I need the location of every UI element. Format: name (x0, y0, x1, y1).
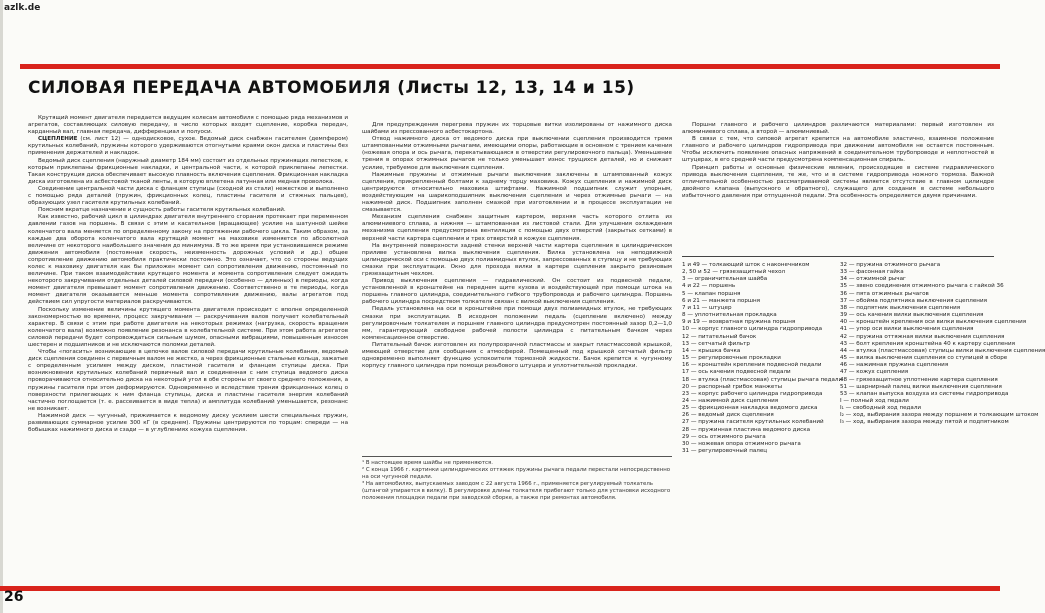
legend-item: 37 — обойма подпятника выключения сцепления (840, 297, 987, 304)
legend-item: 30 — ножевая опора отжимного рычага (682, 440, 801, 447)
legend-item: 41 — упор оси вилки выключения сцепления (840, 326, 974, 333)
legend-item: 35 — звено соединения отжимного рычага с гайкой 36 (840, 283, 1004, 290)
paragraph: Механизм сцепления снабжен защитным картером, верхняя часть которого отлита из алюминиевого сплава, а нижняя — штампованная из листовой стали. Для улучшения охлаждения механизма сцепления предусмотрена вентиляция с помощью двух отверстий (закрытых сетками) в верхней части картера сцепления и трех отверстий в кожухе сцепления. (362, 214, 672, 242)
paragraph: Нажимной диск — чугунный, прижимается к ведомому диску усилием шести специальных пружин, развивающих суммарное усилие 300 кГ (в среднем). Пружины центрируются по торцам: спереди — на бобышках нажимного диска и сзади — в углублениях кожуха сцепления. (28, 412, 348, 434)
paragraph: Поршни главного и рабочего цилиндров различаются материалами: первый изготовлен из алюминиевого сплава, а второй — алюминиевый. (682, 122, 994, 136)
legend-item: 25 — фрикционная накладка ведомого диска (682, 405, 818, 412)
legend-item: I₃ — ход, выбирания зазора между пятой и подпятником (840, 419, 1009, 426)
legend-list-left (682, 262, 843, 455)
legend-item: 45 — вилка выключения сцепления со ступицей в сборе (840, 355, 1008, 362)
paragraph: Питательный бачок изготовлен из полупрозрачной пластмассы и закрыт пластмассовой крышкой, имеющей отверстие для сообщения с атмосферой. Помещенный под крышкой сетчатый фильтр одновременно выполняет функцию успокоителя тормозной жидкости. Бачок крепится к чугунному корпусу главного цилиндра при помощи резьбового штуцера и уплотнительной прокладки. (362, 341, 672, 370)
paragraph: Как известно, рабочий цикл в цилиндрах двигателя внутреннего сгорания протекает при переменном давлении газов на поршень. В связи с этим и касательное (вращающее) усилие на шатунной шейке коленчатого вала меняется по определенному закону на протяжении рабочего цикла. Таким образом, за каждые два оборота коленчатого вала крутящий момент на маховике изменяется по абсолютной величине от некоторого наибольшего значения до минимума. В то же время при установившемся режиме движения автомобиля (постоянная скорость, неизменность дорожных условий и др.) общее сопротивление движению автомобиля практически постоянно. Это означает, что со стороны ведущих колес к маховику двигателя как бы приложен момент сил сопротивления движению, постоянный по величине. При таком взаимодействии крутящего момента и момента сопротивления следует ожидать некоторого закручивания отдельных деталей силовой передачи (особенно — длинных) в периоды, когда момент двигателя превышает момент сопротивления движению. Соответственно в те периоды, когда момент двигателя оказывается меньше момента сопротивления движению, валы агрегатов под действием сил упругости материалов раскручиваются. (28, 214, 348, 306)
legend-item: 27 — пружина гасителя крутильных колебаний (682, 419, 824, 426)
text-column-3 (682, 122, 994, 239)
legend-item: 44 — втулка (пластмассовая) ступицы вилки выключения сцепления (840, 347, 1045, 354)
legend-item: 18 — втулка (пластмассовая) ступицы рычага педали (682, 376, 843, 383)
legend-item: 13 — сетчатый фильтр (682, 340, 750, 347)
page-number: 26 (4, 589, 24, 605)
paragraph: Чтобы «погасить» возникающие в цепочке валов силовой передачи крутильные колебания, ведомый диск сцепления соединен с первичным валом не жестко, а через фрикционные стальные кольца, зажатые с определенным усилием между диском, пластиной гасителя и фланцем ступицы диска. При возникновении крутильных колебаний первичный вал и соединенная с ним ступица ведомого диска проворачиваются относительно диска на некоторый угол в обе стороны от своего среднего положения, а пружины гасителя при этом деформируются. Одновременно и вследствие трения фрикционных колец о поверхности прилегающих к ним фланца ступицы, диска и пластины гасителя энергия колебаний частично поглощается (т. е. рассеивается в виде тепла) и амплитуда колебаний уменьшается, резонанс не возникает. (28, 349, 348, 412)
section-heading-clutch: СЦЕПЛЕНИЕ (38, 136, 78, 143)
paragraph: Педаль установлена на оси в кронштейне при помощи двух полиамидных втулок, не требующих смазки при эксплуатации. В исходном положении педаль (сцепление включено) между регулировочным толкателем и поршнем главного цилиндра предусмотрен постоянный зазор 0,2—1,0 мм, гарантирующий свободное рабочей полости цилиндра с питательным бачком через компенсационное отверстие. (362, 306, 672, 341)
legend-item: I — полный ход педали (840, 397, 909, 404)
legend-item: 6 и 21 — манжета поршня (682, 297, 761, 304)
legend-item: 3 — ограничительная шайба (682, 276, 768, 283)
paragraph: Поясним вкратце назначение и сущность работы гасителя крутильных колебаний. (38, 207, 286, 214)
site-watermark: azlk.de (4, 3, 41, 13)
legend-item: 39 — ось качения вилки выключения сцепления (840, 312, 984, 319)
legend-item: 32 — пружина отжимного рычага (840, 262, 941, 268)
footnotes (362, 456, 672, 501)
page-title: СИЛОВАЯ ПЕРЕДАЧА АВТОМОБИЛЯ (Листы 12, 13, 14 и 15) (28, 78, 635, 98)
paragraph: Ведомый диск сцепления (наружный диаметр 184 мм) состоит из отдельных пружинящих лепестков, к которым приклепаны фрикционные накладки, и центральной части, к которой приклепаны лепестки. Такая конструкция диска обеспечивает высокую плавность включения сцепления. Фрикционная накладка диска изготовлена из асбестовой тканой ленты, в которую вплетена латунная или медная проволока. (28, 157, 348, 185)
legend-item: 38 — подпятник выключения сцепления (840, 304, 961, 311)
legend-item: 8 — уплотнительная прокладка (682, 312, 777, 319)
legend-item: 40 — кронштейн крепления оси вилки выключения сцепления (840, 319, 1027, 326)
text-column-2 (362, 122, 672, 452)
legend-item: I₂ — ход, выбирания зазора между поршнем и толкающим штоком (840, 412, 1039, 419)
legend-item: 53 — клапан выпуска воздуха из системы гидропривода (840, 390, 1009, 397)
legend-divider (682, 256, 994, 257)
legend-item: 2, 50 и 52 — грязезащитный чехол (682, 269, 786, 276)
legend-item: 36 — пята отжимных рычагов (840, 290, 929, 297)
legend-item: 15 — регулировочные прокладки (682, 355, 781, 362)
legend-item: 31 — регулировочный палец (682, 448, 768, 455)
page-fold (0, 0, 3, 613)
bottom-accent-rule (0, 586, 1000, 591)
footnote: ³ На автомобилях, выпускаемых заводом с 22 августа 1966 г., применяется регулируемый толкатель (штангой упирается в вилку). В регулировке длины толкателя прибегают только для установки исходного положения площадки педали при заводской сборке, а также при ремонтах автомобиля. (362, 480, 671, 501)
legend-item: I₁ — свободный ход педали (840, 405, 922, 412)
legend-item: 33 — фасонная гайка (840, 269, 904, 276)
paragraph: Принцип работы и основные физические явления, происходящие в системе гидравлического привода выключения сцепления, те же, что и в системе гидропривода ножного тормоза. Важной отличительной особенностью рассматриваемой системы является отсутствие в главном цилиндре двойного клапана (выпускного и обратного), служащего для создания в системе небольшого избыточного давления при отпущенной педали. Эта особенность определяется двумя причинами. (682, 164, 994, 199)
legend-item: 14 — крышка бачка (682, 347, 741, 354)
legend-item: 42 — пружина оттяжная вилки выключения сцепления (840, 333, 1005, 340)
legend-item: 16 — кронштейн крепления подвесной педали (682, 362, 822, 369)
footnote: ¹ В настоящее время шайбы не применяются. (362, 460, 493, 466)
legend-item: 4 и 22 — поршень (682, 283, 736, 290)
legend-item: 20 — распорный грибок манжеты (682, 383, 783, 390)
paragraph-text: (см. лист 12) — однодисковое, сухое. Ведомый диск снабжен гасителем (демпфером) крутильных колебаний, пружины которого удерживаются отогнутыми краями окон диска и пластины без применения держателей и накладок. (28, 136, 348, 157)
legend-item: 43 — болт крепления кронштейна 40 к картеру сцепления (840, 340, 1015, 347)
paragraph: Привод выключения сцепления — гидравлический. Он состоит из подвесной педали, установленной в кронштейне на переднем щите кузова и воздействующей при помощи штока на поршень главного цилиндра, соединительного гибкого трубопровода и рабочего цилиндра. Поршень рабочего цилиндра посредством толкателя связан с вилкой выключения сцепления. (362, 278, 672, 306)
legend-item: 47 — кожух сцепления (840, 369, 909, 376)
legend-item: 29 — ось отжимного рычага (682, 433, 766, 440)
paragraph: Поскольку изменение величины крутящего момента двигателя происходит с вполне определенной закономерностью во времени, процесс закручивания — раскручивания валов получает колебательный характер. В связи с этим при работе двигателя на некоторых режимах (нагрузка, скорость вращения коленчатого вала) возможно появление резонанса в колебательной системе. При этом работа агрегатов силовой передачи будет сопровождаться сильным шумом, опасными вибрациями, повышенным износом шестерен и подшипников и не исключаются поломки деталей. (28, 306, 348, 348)
paragraph: Соединение центральной части диска с фланцем ступицы (сходной из стали) нежесткое и выполнено с помощью ряда деталей (пружин, фрикционных колец, пластины гасителя и стяжных пальцев), образующих узел гасителя крутильных колебаний. (28, 185, 348, 207)
legend-item: 9 и 19 — возвратная пружина поршня (682, 319, 796, 326)
legend-item: 10 — корпус главного цилиндра гидропривода (682, 326, 823, 333)
paragraph: На внутренней поверхности задней стенки верхней части картера сцепления в цилиндрическом приливе установлена вилка выключения сцепления. Вилка установлена на неподвижной цилиндрической оси с помощью двух полиамидных втулок, запрессованных в ступицу и не требующих смазки при эксплуатации. Окно для прохода вилки в картере сцепления закрыто резиновым грязезащитным чехлом. (362, 242, 672, 277)
top-accent-rule (20, 64, 1000, 69)
legend-item: 24 — нажимной диск сцепления (682, 397, 779, 404)
legend-item: 23 — корпус рабочего цилиндра гидропривода (682, 390, 823, 397)
legend-item: 26 — ведомый диск сцепления (682, 412, 774, 419)
legend-item: 1 и 49 — толкающий шток с наконечником (682, 262, 810, 268)
legend-item: 46 — нажимная пружина сцепления (840, 362, 949, 369)
legend-item: 17 — ось качения подвесной педали (682, 369, 791, 376)
paragraph: В связи с тем, что сиповой агрегат крепится на автомобиле эластично, взаимное положение главного и рабочего цилиндров гидропривода при движении автомобиля не остается постоянным. Чтобы исключить появление опасных напряжений в соединительном трубопроводе и неплотностей в штуцерах, в его средней части предусмотрена компенсационная спираль. (682, 136, 994, 164)
legend-item: 7 и 11 — штуцер (682, 304, 732, 311)
paragraph: Отвод нажимного диска от ведомого диска при выключении сцепления производится тремя штампованными отжимными рычагами, имеющими опоры, работающие в основном с трением качения (ножевая опора и ось рычага, перекатывающаяся в отверстии регулировочного пальца). Уменьшение трения в опорах отжимных рычагов не только уменьшает износ трущихся деталей, но и снижает усилие, требуемое для выключения сцепления. (362, 136, 672, 171)
paragraph: Крутящий момент двигателя передается ведущим колесам автомобиля с помощью ряда механизмов и агрегатов, составляющих силовую передачу, в число которых входят сцепление, коробка передач, карданный вал, главная передача, дифференциал и полуоси. (28, 115, 348, 136)
legend-item: 48 — грязезащитное уплотнение картера сцепления (840, 376, 998, 383)
legend-item: 5 — клапан поршня (682, 290, 741, 297)
legend-item: 28 — пружинная пластина ведомого диска (682, 426, 811, 433)
paragraph: Для предупреждения перегрева пружин их торцовые витки изолированы от нажимного диска шайбами из прессованного асбестокартона. (362, 122, 672, 136)
legend-list-right (840, 262, 1045, 427)
paragraph (28, 136, 348, 157)
legend-item: 12 — питательный бачок (682, 333, 757, 340)
paragraph: Нажимные пружины и отжимные рычаги выключения заключены в штампованный кожух сцепления, прикрепленный болтами к заднему торцу маховика. Кожух сцепления и нажимной диск центрируются относительно маховика штифтами. Нажимной подшипник служит упорным, воздействующим на шарикоподшипник выключения сцепления и через отжимные рычаги — на нажимной диск. Подшипник заполнен смазкой при изготовлении и в процессе эксплуатации не смазывается. (362, 171, 672, 214)
legend-item: 34 — отжимной рычаг (840, 276, 906, 283)
legend-item: 51 — шарнирный палец вилки выключения сцепления (840, 383, 1002, 390)
footnote: ² С конца 1966 г. картинки цилиндрических оттяжек пружины рычага педали перестали непосредственно на оси чугунной педали. (362, 466, 671, 480)
text-column-1 (28, 115, 348, 570)
